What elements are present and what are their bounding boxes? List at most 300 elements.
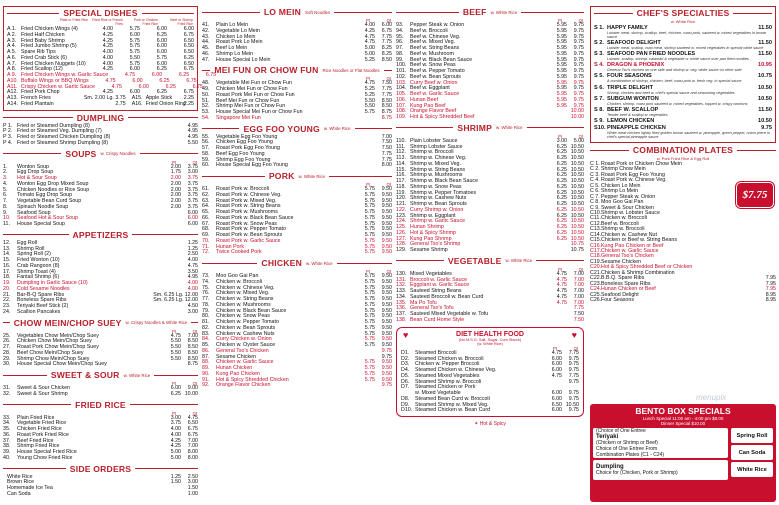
item-price: 10.00: [570, 114, 584, 120]
item-code: C 5.: [590, 182, 600, 189]
bento-side-can-soda: Can Soda: [731, 445, 773, 460]
item-price: 5.50: [170, 355, 181, 362]
item-code: 107.: [396, 102, 407, 109]
item-price: 3.75: [187, 186, 198, 193]
item-name: Seafood Hot & Sour Soup: [17, 215, 78, 222]
bento-dumpling: [593, 460, 728, 480]
item-code: C 3.: [590, 171, 600, 178]
item-name: Curry Shrimp w. Onion: [410, 206, 464, 213]
item-name: Roast Pork Lo Mein: [216, 39, 263, 46]
item-code: 45.: [202, 45, 210, 51]
item-name: Fried Pork Chop: [21, 89, 60, 96]
item-code: C26.: [590, 296, 602, 303]
item-code: A16.: [131, 100, 143, 107]
price-header-0: Pt: [172, 159, 176, 165]
item-code: 113.: [396, 155, 406, 161]
item-price: [164, 362, 181, 368]
item-price: 5.75: [364, 232, 375, 238]
header-rule: [521, 12, 584, 13]
item-price: 5.75: [364, 226, 375, 233]
item-code: 54.: [202, 114, 210, 121]
item-name: Beef w. Eggplant: [410, 85, 450, 92]
item-name: Mixed Vegetables: [410, 270, 452, 277]
item-code: 71.: [202, 243, 210, 250]
bento-combo-range: Combination Plates (C1 - C24): [596, 452, 665, 458]
item-code: 14.: [3, 251, 11, 258]
item-price: 4.75: [124, 72, 136, 78]
item-price: 9.75: [573, 45, 584, 51]
item-price: 6.25: [156, 31, 167, 38]
item-code: 85.: [202, 342, 210, 348]
item-code: C18.: [590, 253, 602, 260]
item-name: Singapore Mei Fun: [216, 114, 261, 121]
item-name: Shrimp Chow Mein: [601, 166, 646, 173]
item-name: Shrimp Lo Mein: [216, 50, 254, 57]
item-price: 6.75: [187, 426, 198, 432]
item-code: 8.: [3, 203, 8, 210]
menu-item: [202, 250, 392, 256]
item-code: 132.: [396, 282, 407, 289]
item-code: 46.: [202, 50, 210, 57]
item-name: Chicken Lo Mein: [216, 33, 256, 40]
price-header-0: Pt: [558, 266, 562, 272]
item-code: 92.: [202, 382, 210, 389]
item-price: 5.75: [156, 54, 167, 61]
section-lo_mein: [202, 7, 392, 63]
bento-side-spring-roll: Spring Roll: [731, 428, 773, 443]
section-title: BEEF: [462, 7, 487, 17]
price-header-2: Pork or Chicken Fried Rice: [133, 18, 158, 26]
item-name: Hot & Spicy Shredded Chicken: [216, 376, 289, 383]
item-name: Shrimp w. Cashew Nuts: [410, 195, 467, 202]
item-price: 6.00: [156, 49, 167, 55]
chef-special: [594, 25, 772, 39]
item-price: 4.50: [187, 303, 198, 309]
header-rule: [7, 13, 59, 14]
item-name: Hot & Spicy Shrimp: [410, 229, 456, 236]
item-name: Roast Pork w. Mushrooms: [216, 209, 278, 215]
item-code: 82.: [202, 324, 210, 331]
item-price: 5.95: [556, 33, 567, 40]
item-price: 9.50: [381, 278, 392, 285]
section-header-vegetable: [396, 256, 584, 266]
section-header-special: [7, 8, 194, 18]
item-price: 11.50: [758, 25, 772, 31]
item-name: Steamed Mixed Vegetables: [415, 372, 480, 379]
item-price: 3.50: [187, 268, 198, 275]
item-price: 9.50: [381, 376, 392, 383]
item-price: 5.75: [364, 370, 375, 377]
item-price: 6.25: [556, 218, 567, 225]
item-price: 6.75: [187, 431, 198, 438]
item-price: 4.75: [111, 83, 122, 90]
item-name: Sauteed String Beans: [410, 288, 462, 294]
item-code: 112.: [396, 149, 406, 156]
item-price: 7.00: [187, 332, 198, 339]
item-price: 10.50: [758, 95, 772, 102]
item-name: Chicken w. Pepper Tomato: [216, 319, 279, 325]
item-price: 5.95: [556, 102, 567, 109]
item-name: Chicken w. Black Bean Sauce: [216, 307, 287, 314]
item-code: 47.: [202, 56, 210, 63]
item-price: 1.25: [187, 245, 198, 252]
item-code: 24.: [3, 308, 11, 315]
item-code: 136.: [396, 305, 407, 312]
item-name: Plain Lo Mein: [216, 22, 249, 28]
item-price: 9.50: [381, 226, 392, 233]
menu-item: [3, 492, 198, 498]
item-code: 99.: [396, 56, 404, 63]
section-egg_foo_young: [202, 124, 392, 170]
item-name: Sweet & Sour Chicken: [17, 385, 70, 391]
item-price: 6.00: [129, 66, 140, 73]
item-price: 7.75: [568, 372, 579, 379]
section-header-egg_foo_young: [202, 124, 392, 134]
item-code: D9.: [401, 401, 410, 408]
item-price: 2.00: [170, 192, 181, 199]
item-price: 7.50: [381, 139, 392, 146]
item-price: 10.50: [570, 149, 584, 156]
header-rule: [3, 153, 61, 154]
item-code: C12.: [590, 220, 602, 227]
section-note: w. Crispy Noodles: [100, 151, 136, 156]
item-code: A 9.: [7, 72, 17, 78]
item-price: 6.00: [170, 385, 181, 391]
item-code: 62.: [202, 191, 210, 198]
section-fried_rice: [3, 400, 198, 462]
item-price: 7.95: [765, 275, 776, 282]
item-price: 2.00: [170, 203, 181, 210]
item-price: 5.95: [556, 39, 567, 46]
item-name: Fried Crab Stick (6): [21, 54, 67, 61]
item-name: Steamed Chicken w. Broccoli: [415, 355, 484, 362]
bento-dumpling-label: Dumpling: [596, 464, 624, 470]
item-code: 137.: [396, 311, 407, 317]
section-header-fried_rice: [3, 400, 198, 410]
item-code: 41.: [202, 22, 210, 28]
item-price: 8.75: [187, 361, 198, 368]
item-code: 43.: [202, 33, 210, 40]
item-price: 5.75: [129, 49, 140, 55]
item-description: General Tso's chicken on one side and shrimp w. veg. white sauce on other side: [607, 68, 742, 73]
item-name: Roast Pork w. Chinese Veg.: [216, 191, 282, 198]
item-name: Shrimp w. Chinese Veg.: [410, 155, 467, 161]
chef-special: [594, 96, 772, 106]
item-name: Spring Roll (2): [17, 251, 51, 258]
item-price: 9.75: [381, 347, 392, 354]
item-price: 6.00: [156, 37, 167, 44]
price-header-1: Qt: [386, 76, 391, 82]
item-price: 3.75: [187, 203, 198, 210]
section-note: Soft Noodles: [305, 9, 331, 15]
item-name: Chicken w. Pepper Broccoli: [415, 361, 480, 368]
item-name: House Special Egg Foo Young: [216, 162, 288, 169]
item-code: 53.: [202, 109, 210, 115]
item-name: Shrimp w. Pepper Tomatoes: [410, 189, 477, 196]
item-price: 9.75: [573, 33, 584, 40]
item-code: D10.: [401, 407, 413, 414]
item-name: Beef Mei Fun or Chow Fun: [216, 97, 280, 104]
item-name: Vegetable Mei Fun or Chow Fun: [216, 80, 292, 87]
item-name: Roast Pork w. Chinese Veg.: [601, 177, 667, 184]
item-name: Chicken w. Chinese Veg.: [216, 284, 275, 291]
item-code: A 3.: [7, 37, 17, 44]
item-price: 9.50: [381, 197, 392, 204]
item-name: Shrimp Toast (4): [17, 268, 56, 275]
item-name: General Tso's Chicken: [601, 253, 654, 260]
section-note: w. White Rice: [505, 258, 533, 264]
item-price: 6.00: [551, 407, 562, 414]
bento-side-white-rice: White Rice: [731, 462, 773, 477]
item-name: Shrimp Fried Rice: [17, 443, 60, 450]
item-price: 5.75: [364, 278, 375, 285]
item-name: Steamed Shrimp w. Broccoli: [415, 378, 482, 385]
item-name: Wonton Egg Drop Mixed Soup: [17, 180, 89, 187]
item-price: 10.50: [570, 143, 584, 150]
item-code: 49.: [202, 86, 210, 92]
item-price: 10.50: [570, 229, 584, 236]
item-price: 4.00: [364, 22, 375, 28]
item-price: 9.75: [573, 56, 584, 63]
item-price: 4.75: [556, 282, 567, 289]
item-price: 8.00: [187, 454, 198, 461]
item-price: 5.75: [129, 43, 140, 50]
item-name: Kung Pao Chicken: [216, 370, 260, 377]
item-price: 6.00: [551, 390, 562, 397]
item-name: Kung Pao Chicken or Beef: [601, 242, 664, 249]
item-code: 11.: [3, 221, 10, 227]
item-code: 77.: [202, 296, 210, 302]
item-price: 5.75: [364, 319, 375, 325]
item-name: Bar-B-Q Spare Ribs: [17, 291, 65, 298]
item-name: Fried or Steamed Shrimp Dumpling (8): [17, 139, 108, 146]
item-code: 42.: [202, 27, 210, 34]
item-code: C24.: [590, 286, 602, 293]
item-price: 6.25: [556, 183, 567, 190]
item-price: 6.25: [556, 235, 567, 242]
item-name: Fried Plantain: [21, 100, 54, 107]
item-name: Beef Egg Foo Young: [216, 150, 265, 157]
item-name: Crab Rangoon (8): [17, 262, 60, 269]
item-price: 9.75: [568, 378, 579, 385]
item-name: Shrimp w. Mixed Veg.: [410, 160, 461, 167]
header-rule: [3, 468, 66, 469]
item-code: S10.: [594, 124, 606, 131]
item-price: 6.50: [183, 43, 194, 50]
item-name: Chicken & Shrimp Combination: [601, 269, 675, 276]
item-price: 2.00: [170, 175, 181, 181]
price-header-0: Pt: [172, 328, 176, 334]
item-price: 6.25: [156, 66, 167, 73]
item-code: 35.: [3, 426, 11, 432]
item-price: 6.25: [165, 83, 176, 90]
item-code: D3.: [401, 361, 410, 368]
item-price: 5.50: [364, 103, 375, 110]
item-price: 6.25: [170, 390, 181, 397]
item-name: French Fries: [21, 95, 51, 101]
menu-column-2: [202, 6, 392, 391]
item-price: 4.25: [102, 31, 113, 38]
item-price: 4.75: [556, 270, 567, 277]
hot-spicy-label: Hot & Spicy: [479, 421, 506, 428]
item-code: S 2.: [594, 40, 604, 47]
item-price: 5.75: [129, 26, 140, 32]
item-name: Beef w. Snow Peas: [410, 62, 456, 69]
item-name: Shrimp w. Black Bean Sauce: [410, 178, 479, 184]
item-code: 48.: [202, 80, 210, 87]
section-header-chicken: [202, 258, 392, 268]
price-header-1: Qt: [386, 182, 391, 187]
item-price: 2.25: [183, 100, 194, 107]
item-price: 4.00: [102, 49, 113, 55]
bento-teriyaki-label: Teriyaki: [596, 434, 619, 440]
price-header-0: Pt: [366, 76, 370, 82]
price-header-0: Pt: [558, 18, 562, 23]
item-code: 96.: [396, 39, 404, 46]
price-header-1: Qt: [192, 381, 197, 386]
chef-special-row: [594, 118, 772, 124]
item-price: 3.75: [187, 198, 198, 204]
item-price: 3.00: [187, 308, 198, 315]
item-price: 7.75: [381, 33, 392, 40]
item-price: 7.75: [381, 156, 392, 163]
price-header-0: Pt: [553, 345, 557, 351]
item-price: 4.25: [102, 37, 113, 44]
item-name: Roast Pork w. Garlic Sauce: [216, 237, 281, 244]
item-price: 1.00: [187, 490, 198, 497]
item-code: 22.: [3, 297, 11, 304]
item-name: Roast Pork Egg Foo Young: [216, 145, 280, 151]
item-code: 56.: [202, 139, 210, 146]
item-code: 78.: [202, 301, 210, 308]
item-price: 9.75: [568, 367, 579, 374]
item-price: 11.50: [758, 51, 772, 58]
item-code: 37.: [3, 437, 11, 444]
item-code: 79.: [202, 307, 210, 314]
item-price: 8.50: [187, 349, 198, 356]
item-code: 126.: [396, 229, 407, 236]
item-code: 27.: [3, 344, 11, 350]
section-combination-plates: [590, 145, 776, 303]
item-name: Homemade Ice Tea: [7, 485, 53, 491]
menu-item: [3, 141, 198, 147]
header-rule: [396, 260, 444, 261]
item-code: A13.: [7, 95, 18, 101]
bento-dinner: Dinner Special $10.00: [660, 421, 706, 426]
item-name: Chicken w. String Beans: [216, 296, 274, 302]
item-code: 61.: [202, 186, 210, 192]
item-price: 5.75: [364, 330, 375, 337]
item-price: 10.50: [570, 212, 584, 219]
item-price: 2.50: [187, 473, 198, 480]
item-name: Fried Chicken Wings (4): [21, 26, 78, 32]
item-code: 70.: [202, 237, 210, 244]
item-price: 9.50: [381, 290, 392, 297]
item-name: Fantail Shrimp (6): [17, 274, 60, 281]
item-name: Chicken w. Mushrooms: [216, 301, 271, 308]
item-name: Fried Baby Shrimp: [21, 37, 65, 44]
item-name: Sweet & Sour Shrimp: [17, 390, 68, 397]
item-price: 6.00: [156, 26, 167, 32]
item-price: 6.00: [132, 77, 143, 84]
item-name: Fried or Steamed Chicken Dumpling (8): [17, 134, 111, 140]
item-name: Curry Beef w. Onion: [410, 79, 458, 86]
item-code: D5.: [401, 372, 410, 379]
item-code: 26.: [3, 338, 11, 345]
section-shrimp: [396, 123, 584, 254]
item-code: A14.: [7, 100, 18, 107]
item-name: Chicken w. Snow Peas: [216, 313, 270, 320]
section-note: w. Pork Fried Rice & Egg Roll: [656, 156, 710, 162]
item-price: 5.75: [364, 220, 375, 227]
item-price: 2.75: [115, 100, 126, 107]
item-name: Beef w. Broccoli: [601, 220, 639, 227]
item-code: C17.: [590, 248, 602, 255]
item-price: 7.50: [573, 311, 584, 317]
menu-item: [3, 392, 198, 398]
item-price: 4.00: [187, 257, 198, 263]
item-code: 9.: [3, 209, 8, 216]
item-name: Chicken Fried Rice: [17, 426, 62, 432]
item-price: 1.25: [170, 473, 181, 480]
section-chicken: [202, 258, 392, 389]
menu-item: [396, 318, 584, 324]
item-name: Beef Lo Mein: [216, 45, 248, 51]
item-name: Cold Sesame Noodles: [17, 285, 70, 292]
item-price: 6.00: [129, 31, 140, 38]
item-price: 5.75: [364, 237, 375, 244]
item-price: 9.75: [573, 39, 584, 46]
item-price: 7.50: [381, 145, 392, 151]
item-price: 6.00: [138, 83, 149, 90]
item-code: A 2.: [7, 31, 17, 38]
header-rule: [154, 375, 198, 376]
item-price: 4.25: [170, 443, 181, 450]
section-mei_fun: [202, 65, 392, 121]
item-code: 121.: [396, 201, 407, 207]
menu-item: [7, 102, 194, 108]
section-vegetable: [396, 256, 584, 324]
item-code: 130.: [396, 270, 407, 277]
item-code: C22.: [590, 275, 602, 282]
item-description: Lobster, scallop, shrimp, calamari & vegetable w. white sauce over pan fried noodles: [607, 57, 749, 62]
item-price: 6.25: [178, 72, 190, 78]
heart-icon: ♥: [571, 329, 577, 340]
price-header-1: Qt: [386, 18, 391, 23]
item-price: 6.00: [183, 26, 194, 32]
item-name: Shrimp w. Eggplant: [410, 212, 456, 219]
item-price: 10.50: [570, 178, 584, 184]
item-code: 73.: [202, 273, 210, 279]
item-price: 9.00: [187, 385, 198, 391]
item-code: 17.: [3, 268, 11, 275]
item-name: DRAGON & PHOENIX: [607, 62, 665, 69]
item-code: 5.: [3, 186, 8, 193]
item-code: 16.: [3, 262, 11, 269]
item-price: 6.00: [551, 355, 562, 362]
diet-note: (w. White Rice): [477, 341, 503, 346]
item-price: [358, 116, 375, 122]
item-price: 9.75: [573, 50, 584, 57]
section-header-sweet_sour: [3, 370, 198, 380]
item-price: 5.75: [364, 284, 375, 291]
item-name: Roast Pork w. Snow Peas: [216, 220, 277, 227]
item-price: 9.75: [573, 96, 584, 103]
item-price: Sm. 6.25 Lg. 12.00: [153, 291, 198, 298]
menu-item: [396, 248, 584, 254]
item-description: White meat chicken lightly fried golden brown sauteed w. pineapple, green pepper, onion piece in chef's special pineapple sauce: [607, 130, 770, 139]
item-code: 21.: [3, 291, 11, 298]
